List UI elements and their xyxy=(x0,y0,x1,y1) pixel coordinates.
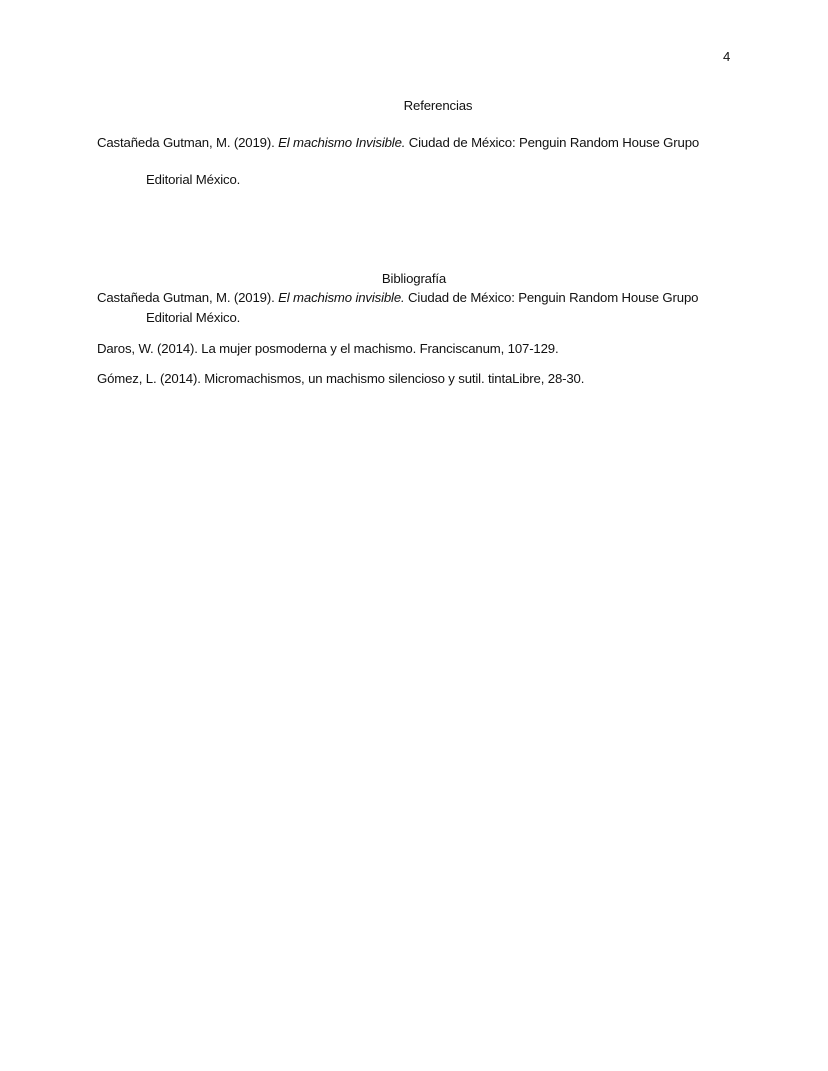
entry-title: El machismo Invisible. xyxy=(278,135,406,150)
reference-entry-continuation: Editorial México. xyxy=(146,172,241,187)
bibliography-heading: Bibliografía xyxy=(381,271,447,286)
entry-publisher: Ciudad de México: Penguin Random House Grupo xyxy=(404,290,699,305)
bibliography-entry xyxy=(97,290,698,306)
entry-author: Castañeda Gutman, M. (2019). xyxy=(97,290,279,305)
bibliography-entry-continuation: Editorial México. xyxy=(146,310,241,325)
page-number: 4 xyxy=(723,49,731,64)
bibliography-entry: Daros, W. (2014). La mujer posmoderna y el machismo. Franciscanum, 107-129. xyxy=(97,341,559,356)
entry-author: Castañeda Gutman, M. (2019). xyxy=(97,135,279,150)
entry-title: El machismo invisible. xyxy=(278,290,405,305)
references-heading: Referencias xyxy=(403,98,473,113)
bibliography-entry: Gómez, L. (2014). Micromachismos, un machismo silencioso y sutil. tintaLibre, 28-30. xyxy=(97,371,585,386)
entry-publisher: Ciudad de México: Penguin Random House Grupo xyxy=(405,135,700,150)
reference-entry xyxy=(97,135,699,151)
